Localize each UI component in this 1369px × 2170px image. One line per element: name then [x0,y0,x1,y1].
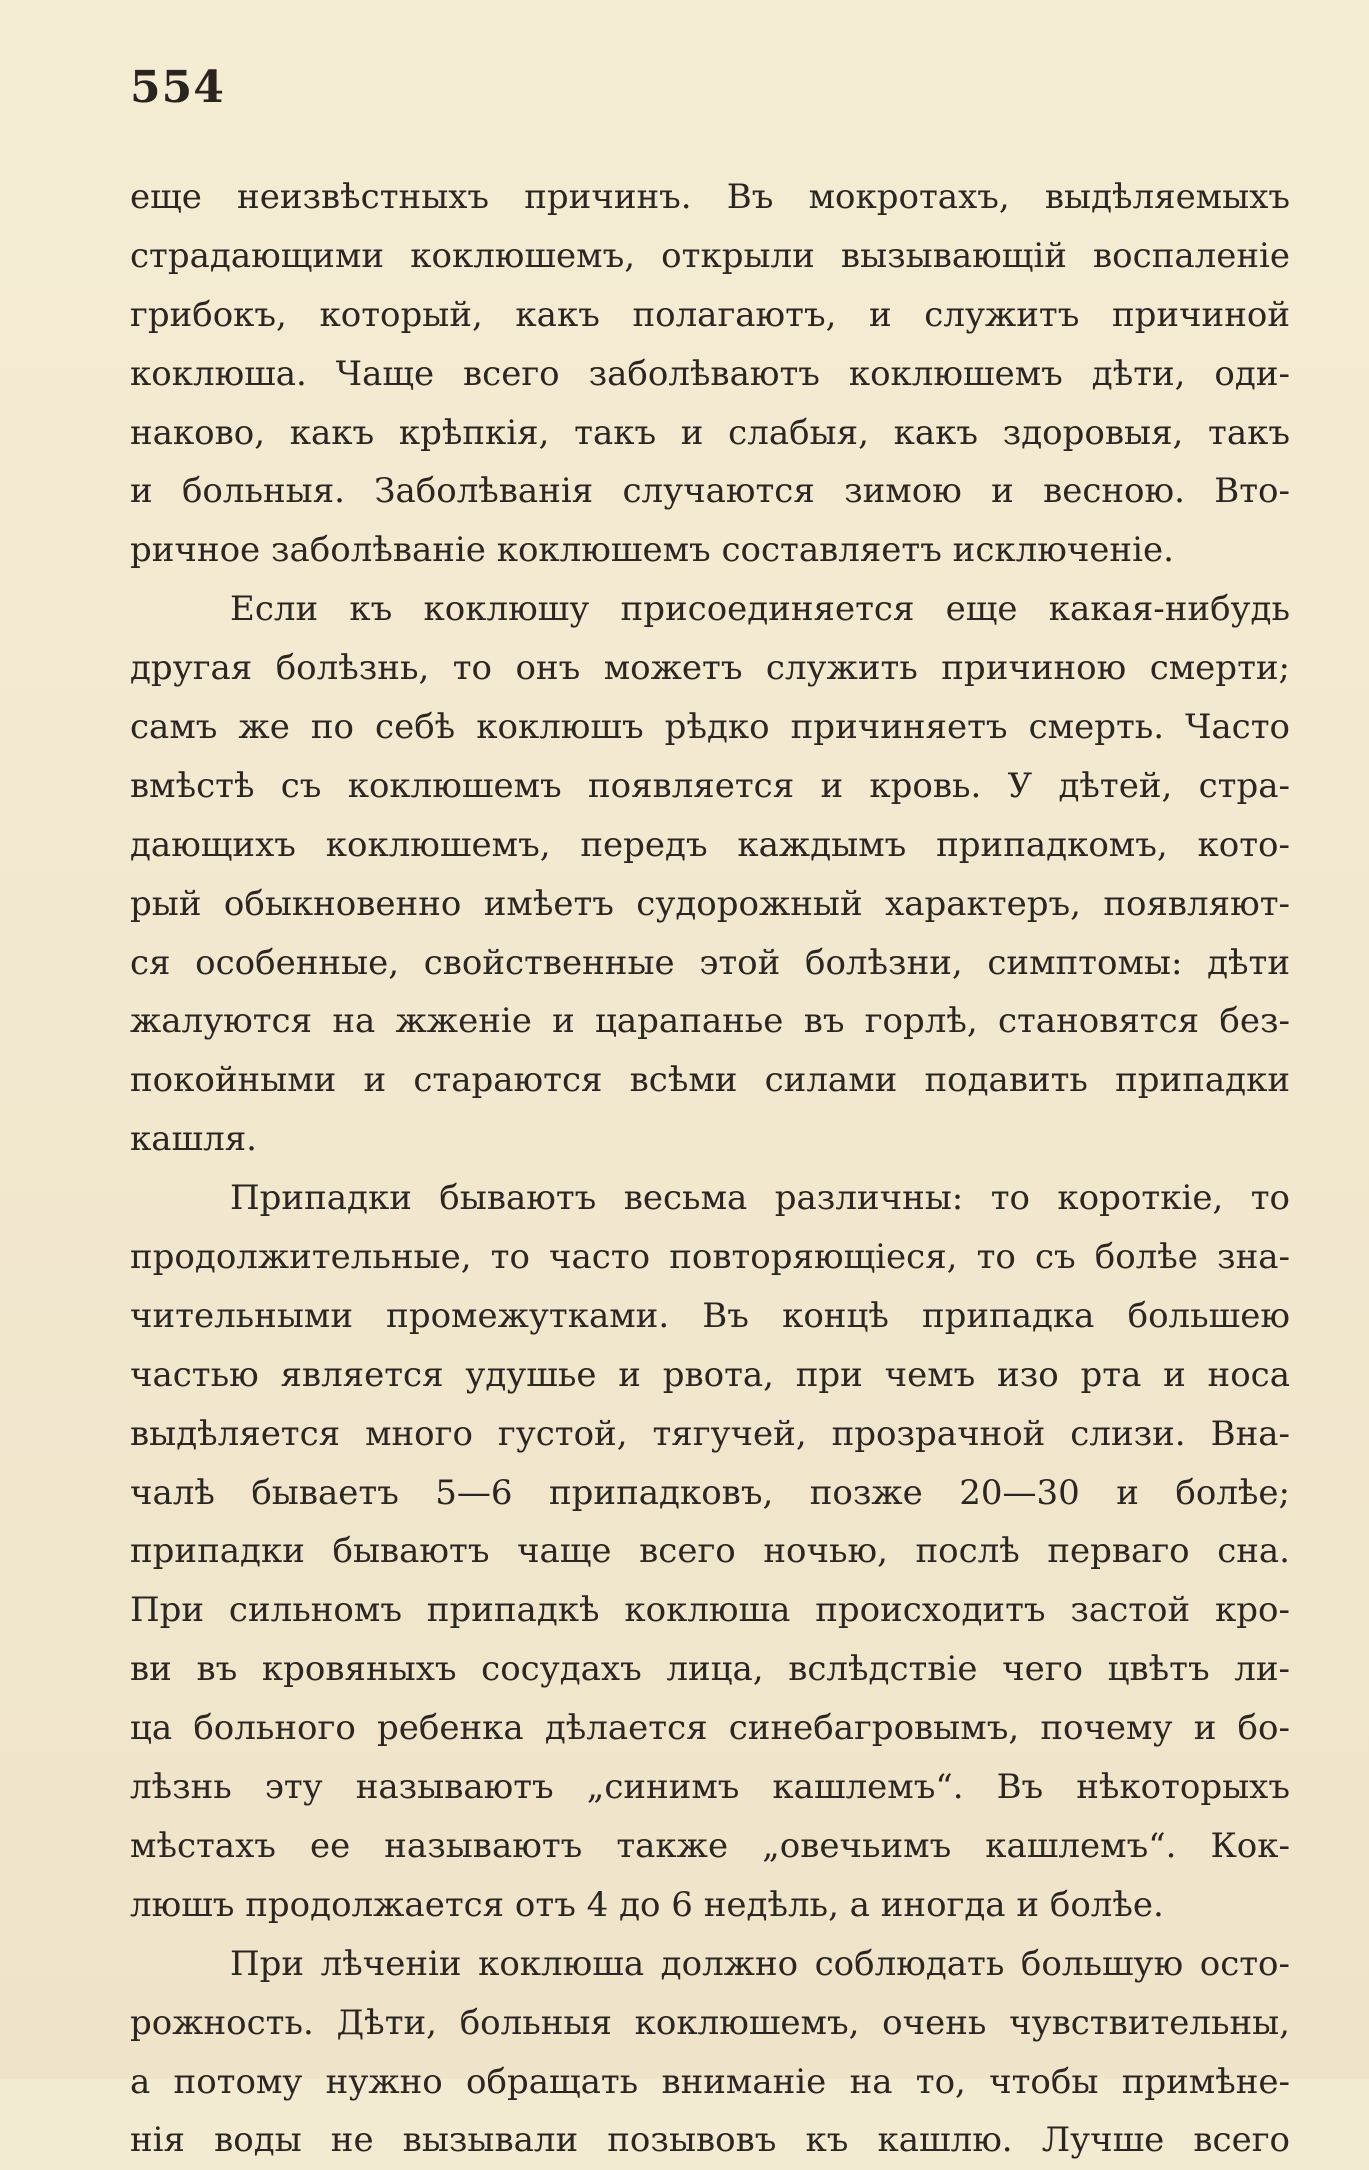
text-line: чалѣ бываетъ 5—6 припадковъ, позже 20—30 и болѣе; [130,1472,1290,1513]
text-line: частью является удушье и рвота, при чемъ изо рта и носа [130,1354,1290,1395]
text-line: лѣзнь эту называютъ „синимъ кашлемъ“. Въ нѣкоторыхъ [130,1767,1290,1808]
text-line: нія воды не вызывали позывовъ къ кашлю. Лучше всего [130,2120,1290,2161]
text-line: чительными промежутками. Въ концѣ припадка большею [130,1295,1290,1336]
text-line: кашля. [130,1119,257,1160]
text-line: страдающими коклюшемъ, открыли вызывающій воспаленіе [130,235,1290,276]
text-line: жалуются на жженіе и царапанье въ горлѣ, становятся без- [130,1001,1290,1042]
text-line: коклюша. Чаще всего заболѣваютъ коклюшемъ дѣти, оди- [130,353,1290,394]
text-line: Припадки бываютъ весьма различны: то короткіе, то [230,1178,1290,1219]
text-line: Если къ коклюшу присоединяется еще какая-нибудь [230,589,1290,630]
text-line: еще неизвѣстныхъ причинъ. Въ мокротахъ, выдѣляемыхъ [130,177,1290,217]
page-number: 554 [130,62,225,113]
text-line: При лѣченіи коклюша должно соблюдать большую осто- [230,1943,1290,1984]
text-line: ся особенные, свойственные этой болѣзни, симптомы: дѣти [130,942,1290,983]
text-line: наково, какъ крѣпкія, такъ и слабыя, какъ здоровыя, такъ [130,412,1290,453]
text-line: рожность. Дѣти, больныя коклюшемъ, очень чувствительны, [130,2002,1290,2043]
text-line: ви въ кровяныхъ сосудахъ лица, вслѣдствіе чего цвѣтъ ли- [130,1649,1290,1690]
text-line: люшъ продолжается отъ 4 до 6 недѣль, а иногда и болѣе. [130,1884,1164,1925]
text-line: рый обыкновенно имѣетъ судорожный характеръ, появляют- [130,883,1290,924]
text-line: ричное заболѣваніе коклюшемъ составляетъ исключеніе. [130,530,1174,571]
text-line: ца больного ребенка дѣлается синебагровымъ, почему и бо- [130,1708,1290,1749]
text-line: выдѣляется много густой, тягучей, прозрачной слизи. Вна- [130,1413,1290,1454]
text-line: самъ же по себѣ коклюшъ рѣдко причиняетъ смерть. Часто [130,707,1290,748]
text-line: продолжительные, то часто повторяющіеся, то съ болѣе зна- [130,1237,1290,1278]
text-line: и больныя. Заболѣванія случаются зимою и весною. Вто- [130,471,1290,512]
body-text [130,168,1290,2170]
text-line: другая болѣзнь, то онъ можетъ служить причиною смерти; [130,648,1290,689]
text-line: покойными и стараются всѣми силами подавить припадки [130,1060,1290,1101]
text-line: а потому нужно обращать вниманіе на то, чтобы примѣне- [130,2061,1290,2102]
text-line: вмѣстѣ съ коклюшемъ появляется и кровь. У дѣтей, стра- [130,765,1290,806]
text-line: При сильномъ припадкѣ коклюша происходитъ застой кро- [130,1590,1290,1631]
text-line: грибокъ, который, какъ полагаютъ, и служитъ причиной [130,294,1290,335]
text-line: мѣстахъ ее называютъ также „овечьимъ кашлемъ“. Кок- [130,1825,1290,1866]
text-line: дающихъ коклюшемъ, передъ каждымъ припадкомъ, кото- [130,824,1290,865]
text-line: припадки бываютъ чаще всего ночью, послѣ перваго сна. [130,1531,1290,1572]
